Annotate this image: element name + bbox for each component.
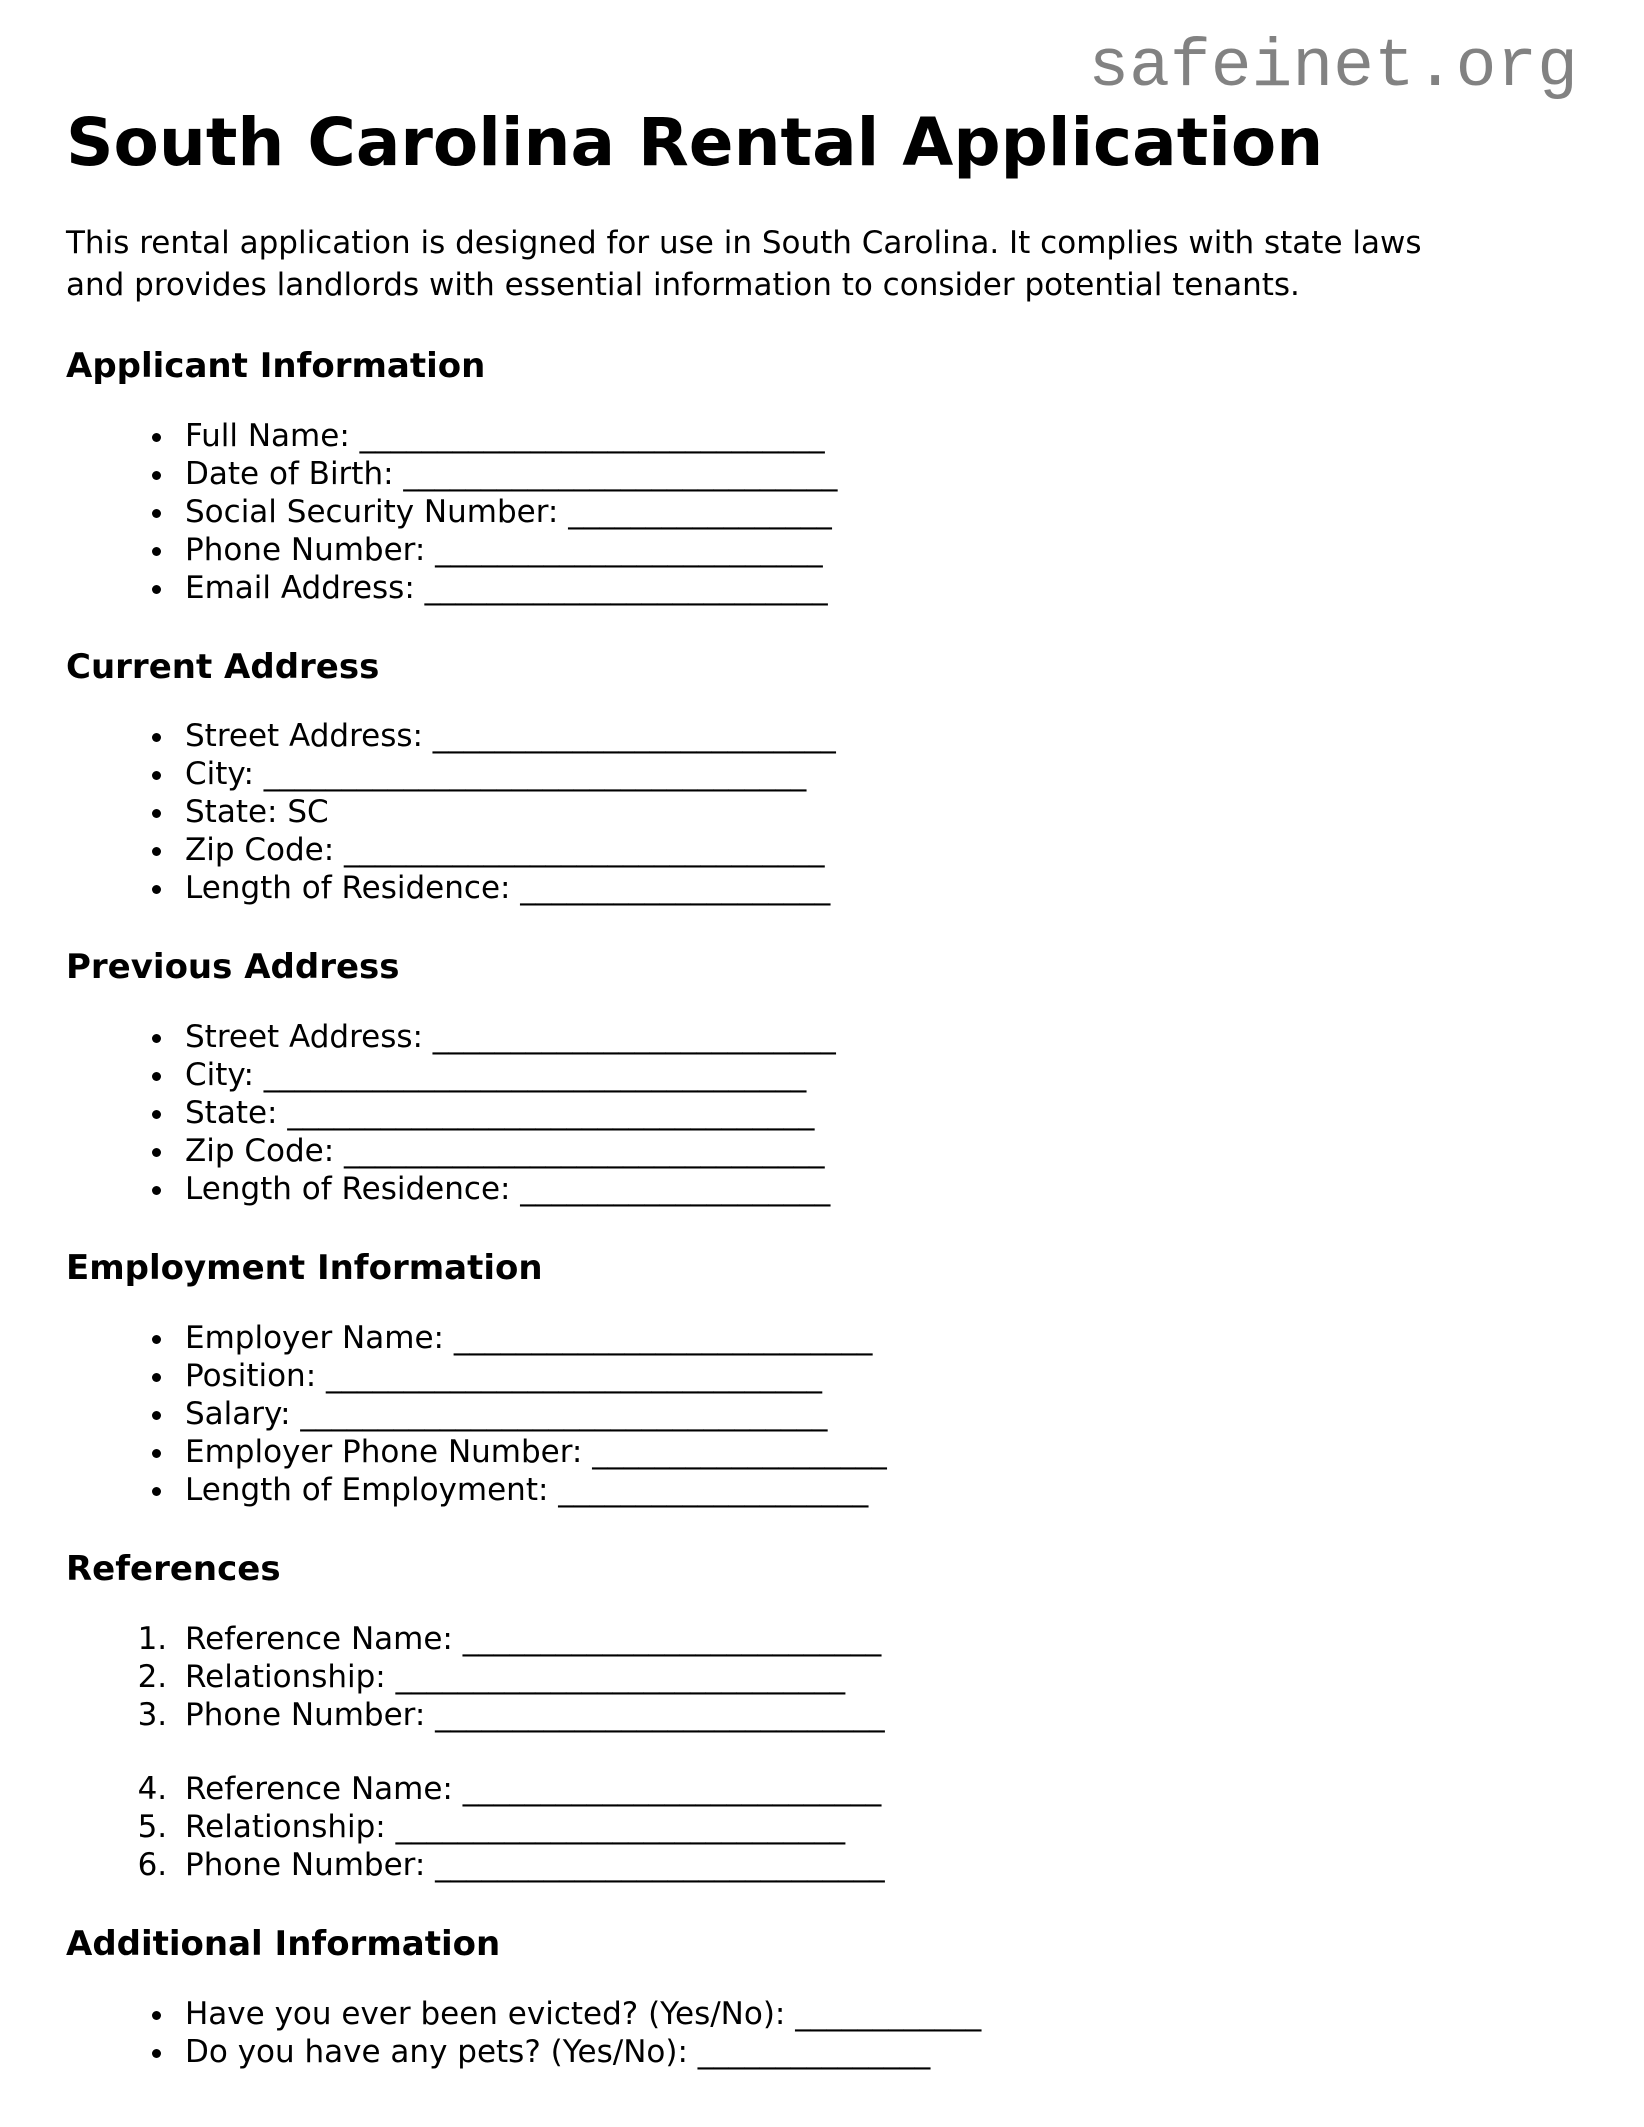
references-list-2 <box>66 1770 1578 1884</box>
field-any-pets: • Do you have any pets? (Yes/No): _______________ <box>177 2033 1578 2071</box>
field-current-state: • State: SC <box>177 793 1578 831</box>
field-ever-evicted: • Have you ever been evicted? (Yes/No): ____________ <box>177 1995 1578 2033</box>
field-previous-state: • State: __________________________________ <box>177 1094 1578 1132</box>
section-current-address <box>66 647 1578 908</box>
field-salary: • Salary: __________________________________ <box>177 1395 1578 1433</box>
field-reference-2-name: 4. Reference Name: ___________________________ <box>177 1770 1578 1808</box>
field-current-city: • City: ___________________________________ <box>177 755 1578 793</box>
field-date-of-birth: • Date of Birth: ____________________________ <box>177 455 1578 493</box>
field-previous-city: • City: ___________________________________ <box>177 1056 1578 1094</box>
current-address-heading: Current Address <box>66 646 380 687</box>
field-current-length-of-residence: • Length of Residence: ____________________ <box>177 869 1578 907</box>
field-reference-1-phone-number: 3. Phone Number: _____________________________ <box>177 1696 1578 1734</box>
employment-information-heading: Employment Information <box>66 1248 543 1289</box>
field-length-of-employment: • Length of Employment: ____________________ <box>177 1471 1578 1509</box>
previous-address-list <box>66 1018 1578 1208</box>
field-current-street-address: • Street Address: __________________________ <box>177 717 1578 755</box>
section-applicant-information <box>66 346 1578 607</box>
field-employer-name: • Employer Name: ___________________________ <box>177 1319 1578 1357</box>
field-reference-2-phone-number: 6. Phone Number: _____________________________ <box>177 1846 1578 1884</box>
field-reference-1-name: 1. Reference Name: ___________________________ <box>177 1620 1578 1658</box>
section-references <box>66 1549 1578 1884</box>
intro-paragraph: This rental application is designed for use in South Carolina. It complies with state laws and provides landlords with essential information to consider potential tenants. <box>66 224 1422 303</box>
field-previous-street-address: • Street Address: __________________________ <box>177 1018 1578 1056</box>
current-address-list <box>66 717 1578 907</box>
additional-information-list <box>66 1995 1578 2071</box>
applicant-information-heading: Applicant Information <box>66 345 486 386</box>
section-additional-information <box>66 1924 1578 2071</box>
field-previous-zip-code: • Zip Code: _______________________________ <box>177 1132 1578 1170</box>
field-current-zip-code: • Zip Code: _______________________________ <box>177 831 1578 869</box>
employment-information-list <box>66 1319 1578 1509</box>
watermark-safeinet: safeinet.org <box>1088 29 1578 106</box>
field-phone-number: • Phone Number: _________________________ <box>177 531 1578 569</box>
field-previous-length-of-residence: • Length of Residence: ____________________ <box>177 1170 1578 1208</box>
additional-information-heading: Additional Information <box>66 1923 501 1964</box>
page-title: South Carolina Rental Application <box>66 104 1324 181</box>
previous-address-heading: Previous Address <box>66 947 400 988</box>
references-list-1 <box>66 1620 1578 1734</box>
field-reference-2-relationship: 5. Relationship: _____________________________ <box>177 1808 1578 1846</box>
field-email-address: • Email Address: __________________________ <box>177 569 1578 607</box>
section-previous-address <box>66 947 1578 1208</box>
field-employer-phone-number: • Employer Phone Number: ___________________ <box>177 1433 1578 1471</box>
applicant-information-list <box>66 417 1578 607</box>
field-social-security-number: • Social Security Number: _________________ <box>177 493 1578 531</box>
section-employment-information <box>66 1248 1578 1509</box>
references-heading: References <box>66 1549 281 1590</box>
field-reference-1-relationship: 2. Relationship: _____________________________ <box>177 1658 1578 1696</box>
field-full-name: • Full Name: ______________________________ <box>177 417 1578 455</box>
field-position: • Position: ________________________________ <box>177 1357 1578 1395</box>
